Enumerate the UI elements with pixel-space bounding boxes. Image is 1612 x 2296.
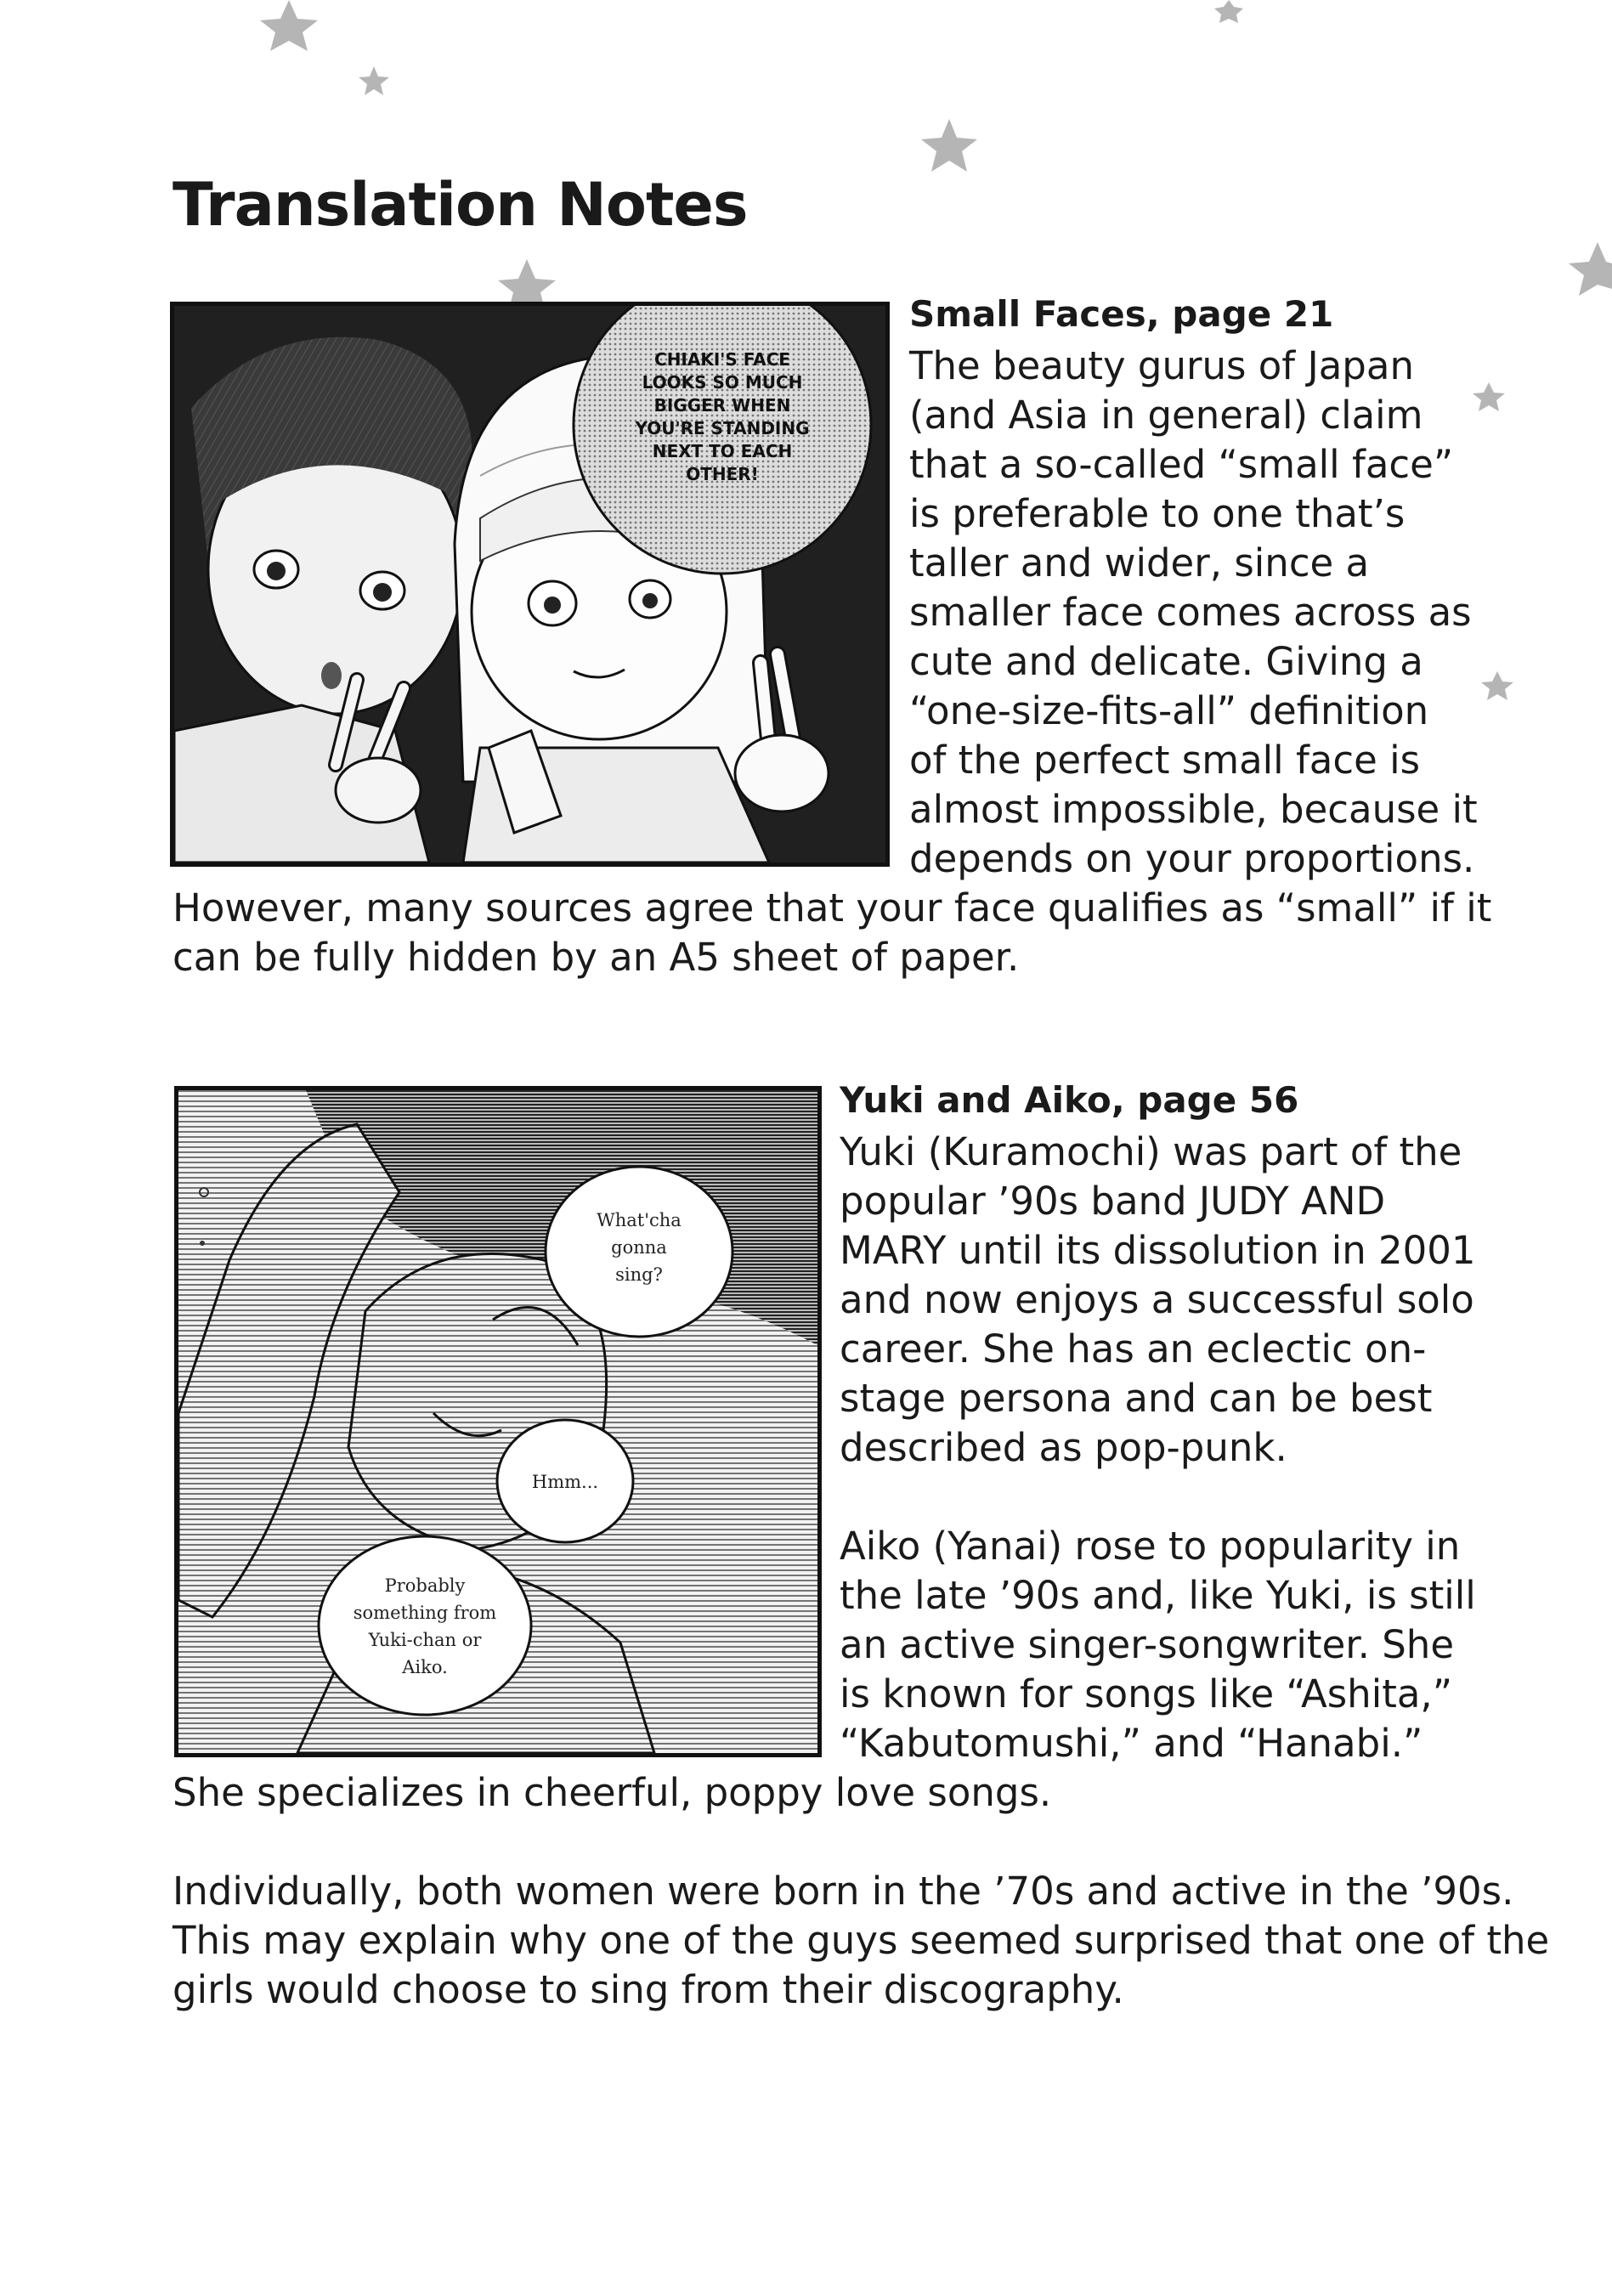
star-icon [1569, 242, 1612, 296]
note-line: popular ’90s band JUDY AND [840, 1179, 1386, 1224]
note-line: cute and delicate. Giving a [909, 639, 1423, 684]
note-line: (and Asia in general) claim [909, 393, 1423, 438]
note-line: The beauty gurus of Japan [909, 343, 1414, 388]
note-line: She specializes in cheerful, poppy love songs. [173, 1770, 1052, 1815]
bubble-line: Probably [384, 1575, 466, 1596]
star-icon [260, 0, 318, 51]
bubble-line: gonna [611, 1237, 667, 1258]
page-title: Translation Notes [173, 170, 748, 240]
bubble-line: LOOKS SO MUCH [642, 372, 803, 393]
manga-panel-yuki-aiko [174, 1086, 822, 1757]
star-icon [1473, 382, 1505, 411]
note-line: “Kabutomushi,” and “Hanabi.” [840, 1721, 1423, 1766]
note-line: However, many sources agree that your face qualifies as “small” if it [173, 885, 1492, 930]
speech-bubble-mid [497, 1420, 633, 1542]
note-line: Aiko (Yanai) rose to popularity in [840, 1524, 1461, 1569]
note-line: can be fully hidden by an A5 sheet of paper. [173, 935, 1020, 980]
note-line: MARY until its dissolution in 2001 [840, 1228, 1476, 1273]
bubble-line: CHIAKI'S FACE [654, 349, 790, 370]
note-line: is known for songs like “Ashita,” [840, 1671, 1453, 1716]
note-line: smaller face comes across as [909, 590, 1472, 635]
speech-bubble-bottom [319, 1536, 531, 1715]
note-line: almost impossible, because it [909, 787, 1478, 832]
bubble-line: NEXT TO EACH [652, 441, 793, 461]
bubble-line: Hmm... [531, 1472, 599, 1492]
bubble-line: something from [353, 1603, 497, 1623]
manga-panel-small-faces [170, 302, 890, 867]
note-line: career. She has an eclectic on- [840, 1326, 1427, 1371]
note-line: of the perfect small face is [909, 738, 1421, 783]
note-line: described as pop-punk. [840, 1425, 1287, 1470]
bubble-line: sing? [615, 1264, 663, 1285]
star-icon [1214, 0, 1243, 23]
note-line: taller and wider, since a [909, 540, 1370, 585]
note-line: girls would choose to sing from their discography. [173, 1967, 1124, 2012]
note-line: the late ’90s and, like Yuki, is still [840, 1573, 1476, 1618]
bubble-line: BIGGER WHEN [653, 395, 791, 416]
note-line: “one-size-fits-all” definition [909, 688, 1429, 733]
star-icon [1481, 671, 1513, 700]
manga-illustration [178, 1090, 817, 1753]
bubble-line: Yuki-chan or [368, 1630, 482, 1650]
note-line: Individually, both women were born in the ’70s and active in the ’90s. [173, 1869, 1514, 1914]
bubble-line: YOU'RE STANDING [635, 418, 810, 438]
note-line: and now enjoys a successful solo [840, 1277, 1474, 1322]
manga-illustration [174, 306, 885, 862]
note-heading: Yuki and Aiko, page 56 [840, 1079, 1299, 1121]
bubble-line: OTHER! [686, 464, 759, 484]
note-line: This may explain why one of the guys seemed surprised that one of the [173, 1918, 1550, 1963]
bubble-line: Aiko. [402, 1657, 448, 1677]
note-line: that a so-called “small face” [909, 442, 1454, 487]
speech-bubble-top [546, 1167, 732, 1337]
note-line: Yuki (Kuramochi) was part of the [840, 1129, 1462, 1174]
note-line: stage persona and can be best [840, 1376, 1433, 1421]
star-icon [359, 66, 389, 95]
bubble-line: What'cha [597, 1210, 682, 1230]
note-line: an active singer-songwriter. She [840, 1622, 1455, 1667]
note-heading: Small Faces, page 21 [909, 293, 1334, 335]
note-line: depends on your proportions. [909, 836, 1475, 881]
note-line: is preferable to one that’s [909, 491, 1406, 536]
star-icon [921, 119, 977, 172]
